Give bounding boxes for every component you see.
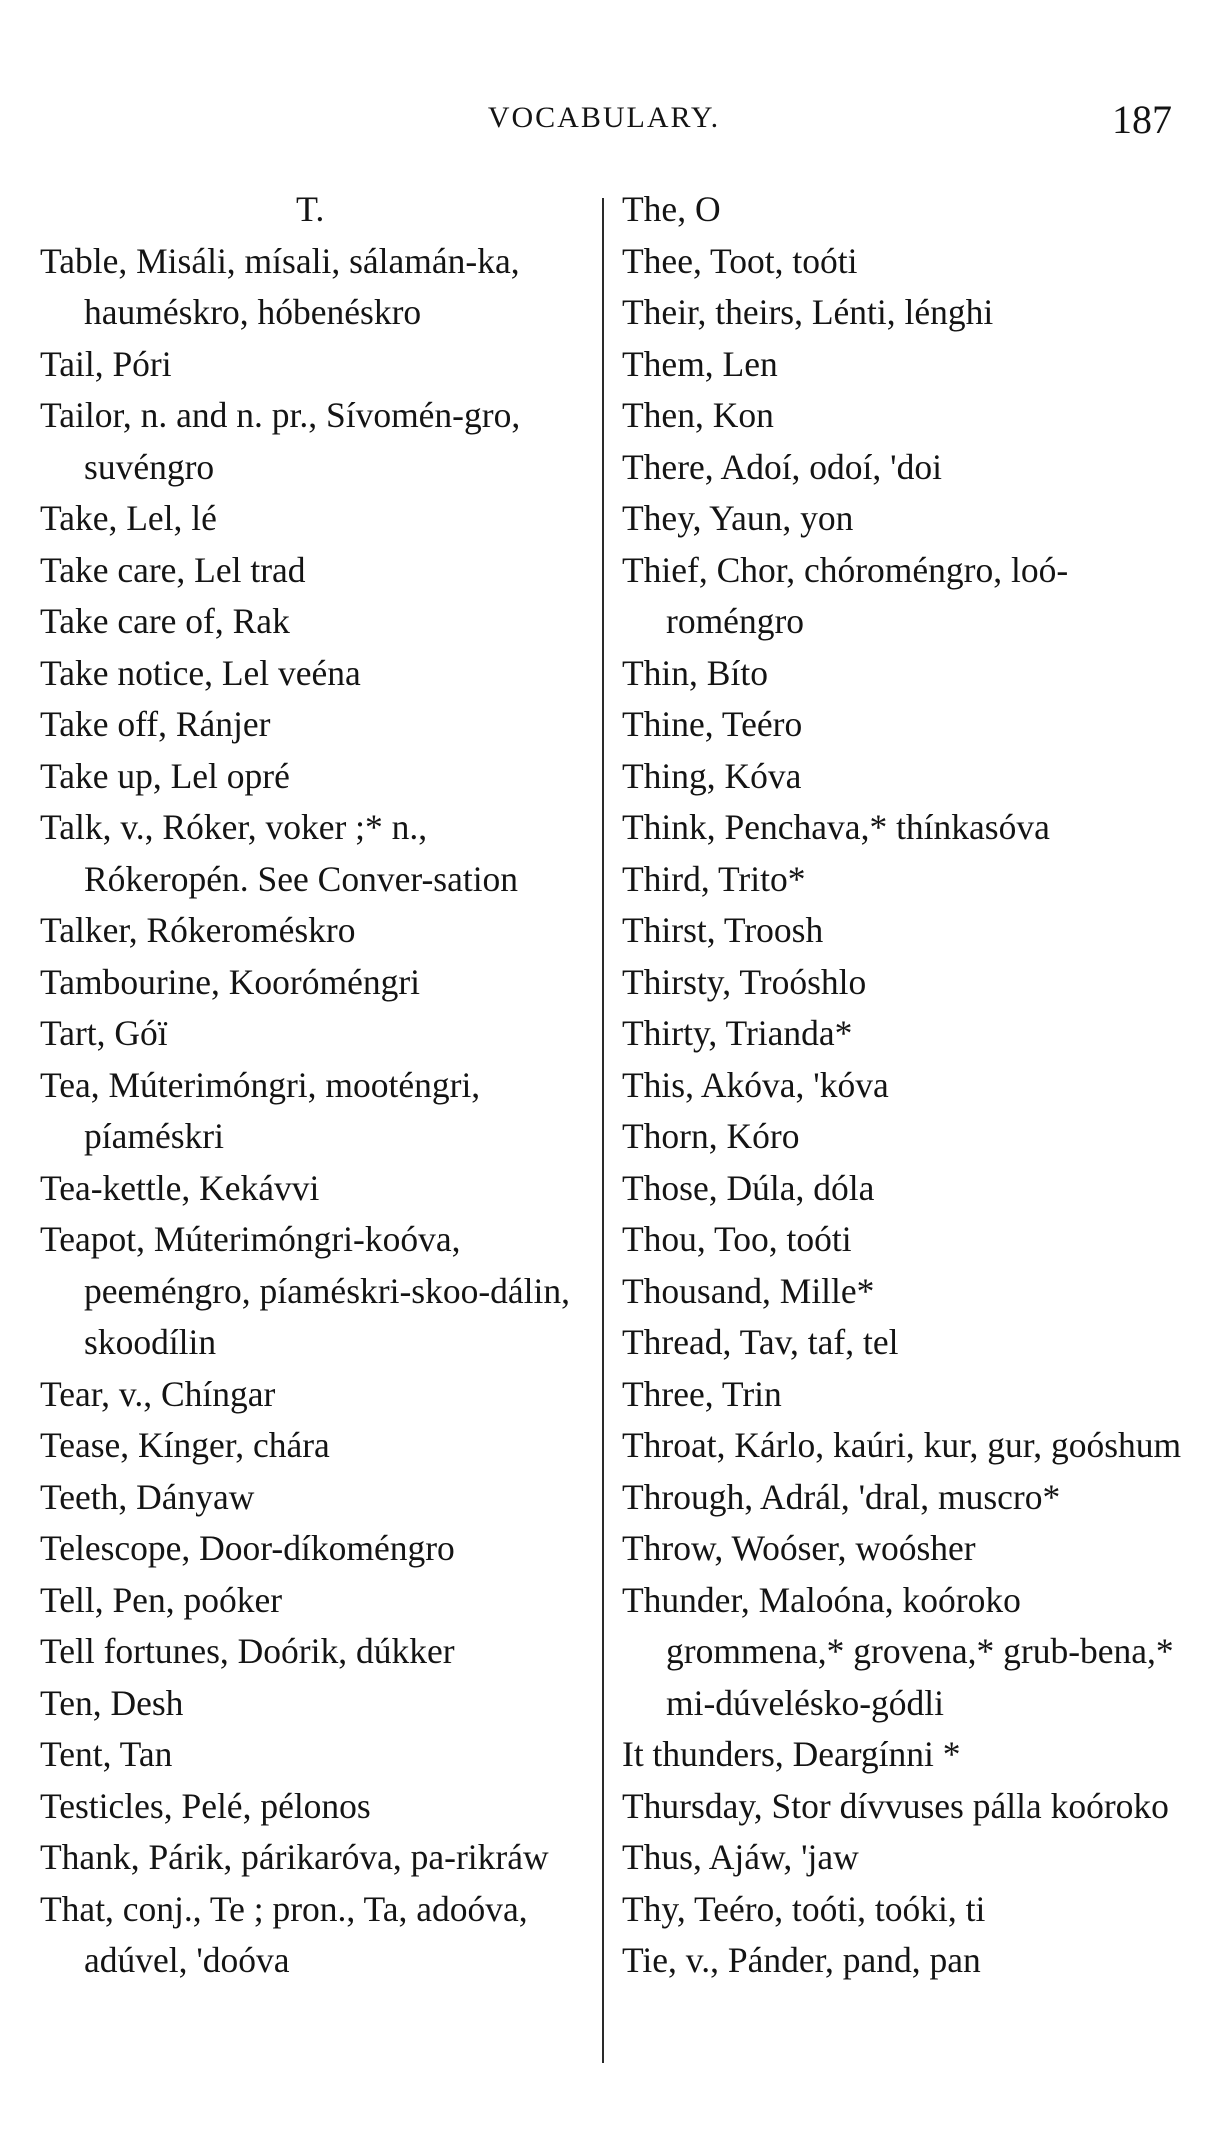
vocabulary-entry: Their, theirs, Lénti, lénghi	[622, 292, 994, 332]
right-entry-list	[622, 184, 1182, 1987]
vocabulary-entry: Thursday, Stor dívvuses pálla koóroko	[622, 1785, 1169, 1826]
vocabulary-entry: Testicles, Pelé, pélonos	[40, 1785, 371, 1826]
vocabulary-entry: Tease, Kínger, chára	[40, 1425, 330, 1465]
vocabulary-entry: Thorn, Kóro	[622, 1116, 800, 1156]
vocabulary-entry: Thirst, Troosh	[622, 910, 824, 950]
vocabulary-entry: Ten, Desh	[40, 1682, 184, 1723]
vocabulary-entry: The, O	[622, 189, 721, 229]
vocabulary-entry: Thank, Párik, párikaróva, pa-rikráw	[40, 1837, 549, 1877]
vocabulary-entry: Tea, Múterimóngri, mooténgri, píaméskri	[40, 1064, 481, 1156]
vocabulary-entry: Throw, Woóser, woósher	[622, 1528, 976, 1568]
vocabulary-entry: Take notice, Lel veéna	[40, 652, 361, 693]
vocabulary-entry: Take care, Lel trad	[40, 549, 306, 590]
running-head: VOCABULARY.	[487, 101, 721, 134]
vocabulary-entry: Thy, Teéro, toóti, toóki, ti	[622, 1888, 986, 1929]
vocabulary-entry: Then, Kon	[622, 395, 774, 435]
right-column	[622, 184, 1182, 1987]
vocabulary-entry: Tart, Góï	[40, 1013, 168, 1053]
vocabulary-entry: Table, Misáli, mísali, sálamán-ka, hauméskro, hóbenéskro	[40, 240, 520, 332]
vocabulary-entry: Thirsty, Troóshlo	[622, 961, 867, 1002]
vocabulary-entry: That, conj., Te ; pron., Ta, adoóva, adúvel, 'doóva	[40, 1888, 528, 1980]
vocabulary-entry: Think, Penchava,* thínkasóva	[622, 807, 1050, 847]
vocabulary-entry: Tell fortunes, Doórik, dúkker	[40, 1631, 455, 1671]
vocabulary-entry: They, Yaun, yon	[622, 498, 854, 538]
vocabulary-entry: Take care of, Rak	[40, 601, 290, 641]
vocabulary-entry: Thee, Toot, toóti	[622, 240, 858, 281]
vocabulary-entry: Throat, Kárlo, kaúri, kur, gur, goóshum	[622, 1425, 1182, 1465]
vocabulary-entry: It thunders, Deargínni *	[622, 1734, 961, 1774]
vocabulary-entry: Tear, v., Chíngar	[40, 1373, 276, 1414]
vocabulary-entry: This, Akóva, 'kóva	[622, 1064, 889, 1105]
vocabulary-entry: There, Adoí, odoí, 'doi	[622, 446, 942, 487]
left-column	[40, 184, 600, 1987]
vocabulary-entry: Tie, v., Pánder, pand, pan	[622, 1940, 981, 1980]
vocabulary-entry: Through, Adrál, 'dral, muscro*	[622, 1476, 1061, 1517]
vocabulary-entry: Thousand, Mille*	[622, 1270, 875, 1311]
vocabulary-entry: Take off, Ránjer	[40, 704, 271, 744]
column-divider	[602, 198, 604, 2063]
vocabulary-entry: Thine, Teéro	[622, 704, 803, 744]
vocabulary-entry: Thus, Ajáw, 'jaw	[622, 1837, 859, 1877]
vocabulary-entry: Teapot, Múterimóngri-koóva, peeméngro, píaméskri-skoo-dálin, skoodílin	[40, 1219, 571, 1362]
vocabulary-entry: Thou, Too, toóti	[622, 1219, 852, 1259]
vocabulary-entry: Take, Lel, lé	[40, 498, 217, 538]
vocabulary-entry: Three, Trin	[622, 1373, 782, 1414]
vocabulary-entry: Thirty, Trianda*	[622, 1013, 853, 1053]
vocabulary-entry: Thread, Tav, taf, tel	[622, 1322, 899, 1362]
vocabulary-entry: Talker, Rókeroméskro	[40, 910, 356, 950]
vocabulary-entry: Them, Len	[622, 343, 778, 384]
vocabulary-entry: Thief, Chor, chóroméngro, loó-roméngro	[622, 549, 1069, 641]
vocabulary-entry: Those, Dúla, dóla	[622, 1167, 875, 1208]
vocabulary-entry: Thin, Bíto	[622, 652, 768, 693]
vocabulary-entry: Tea-kettle, Kekávvi	[40, 1167, 320, 1208]
vocabulary-entry: Talk, v., Róker, voker ;* n., Rókeropén. See Conver-sation	[40, 807, 519, 899]
section-letter: T.	[296, 189, 325, 229]
vocabulary-entry: Take up, Lel opré	[40, 755, 290, 796]
vocabulary-entry: Third, Trito*	[622, 858, 806, 899]
vocabulary-entry: Tambourine, Kooróméngri	[40, 961, 421, 1002]
vocabulary-entry: Thunder, Maloóna, koóroko grommena,* grovena,* grub-bena,* mi-dúvelésko-gódli	[622, 1579, 1174, 1723]
vocabulary-entry: Teeth, Dányaw	[40, 1476, 255, 1517]
vocabulary-entry: Telescope, Door-díkoméngro	[40, 1528, 455, 1568]
page-number: 187	[1112, 97, 1172, 142]
vocabulary-entry: Tailor, n. and n. pr., Sívomén-gro, suvéngro	[40, 395, 521, 487]
vocabulary-entry: Thing, Kóva	[622, 755, 802, 796]
vocabulary-entry: Tent, Tan	[40, 1734, 173, 1774]
left-entry-list	[40, 236, 600, 1987]
vocabulary-entry: Tail, Póri	[40, 343, 172, 384]
vocabulary-entry: Tell, Pen, poóker	[40, 1579, 283, 1620]
